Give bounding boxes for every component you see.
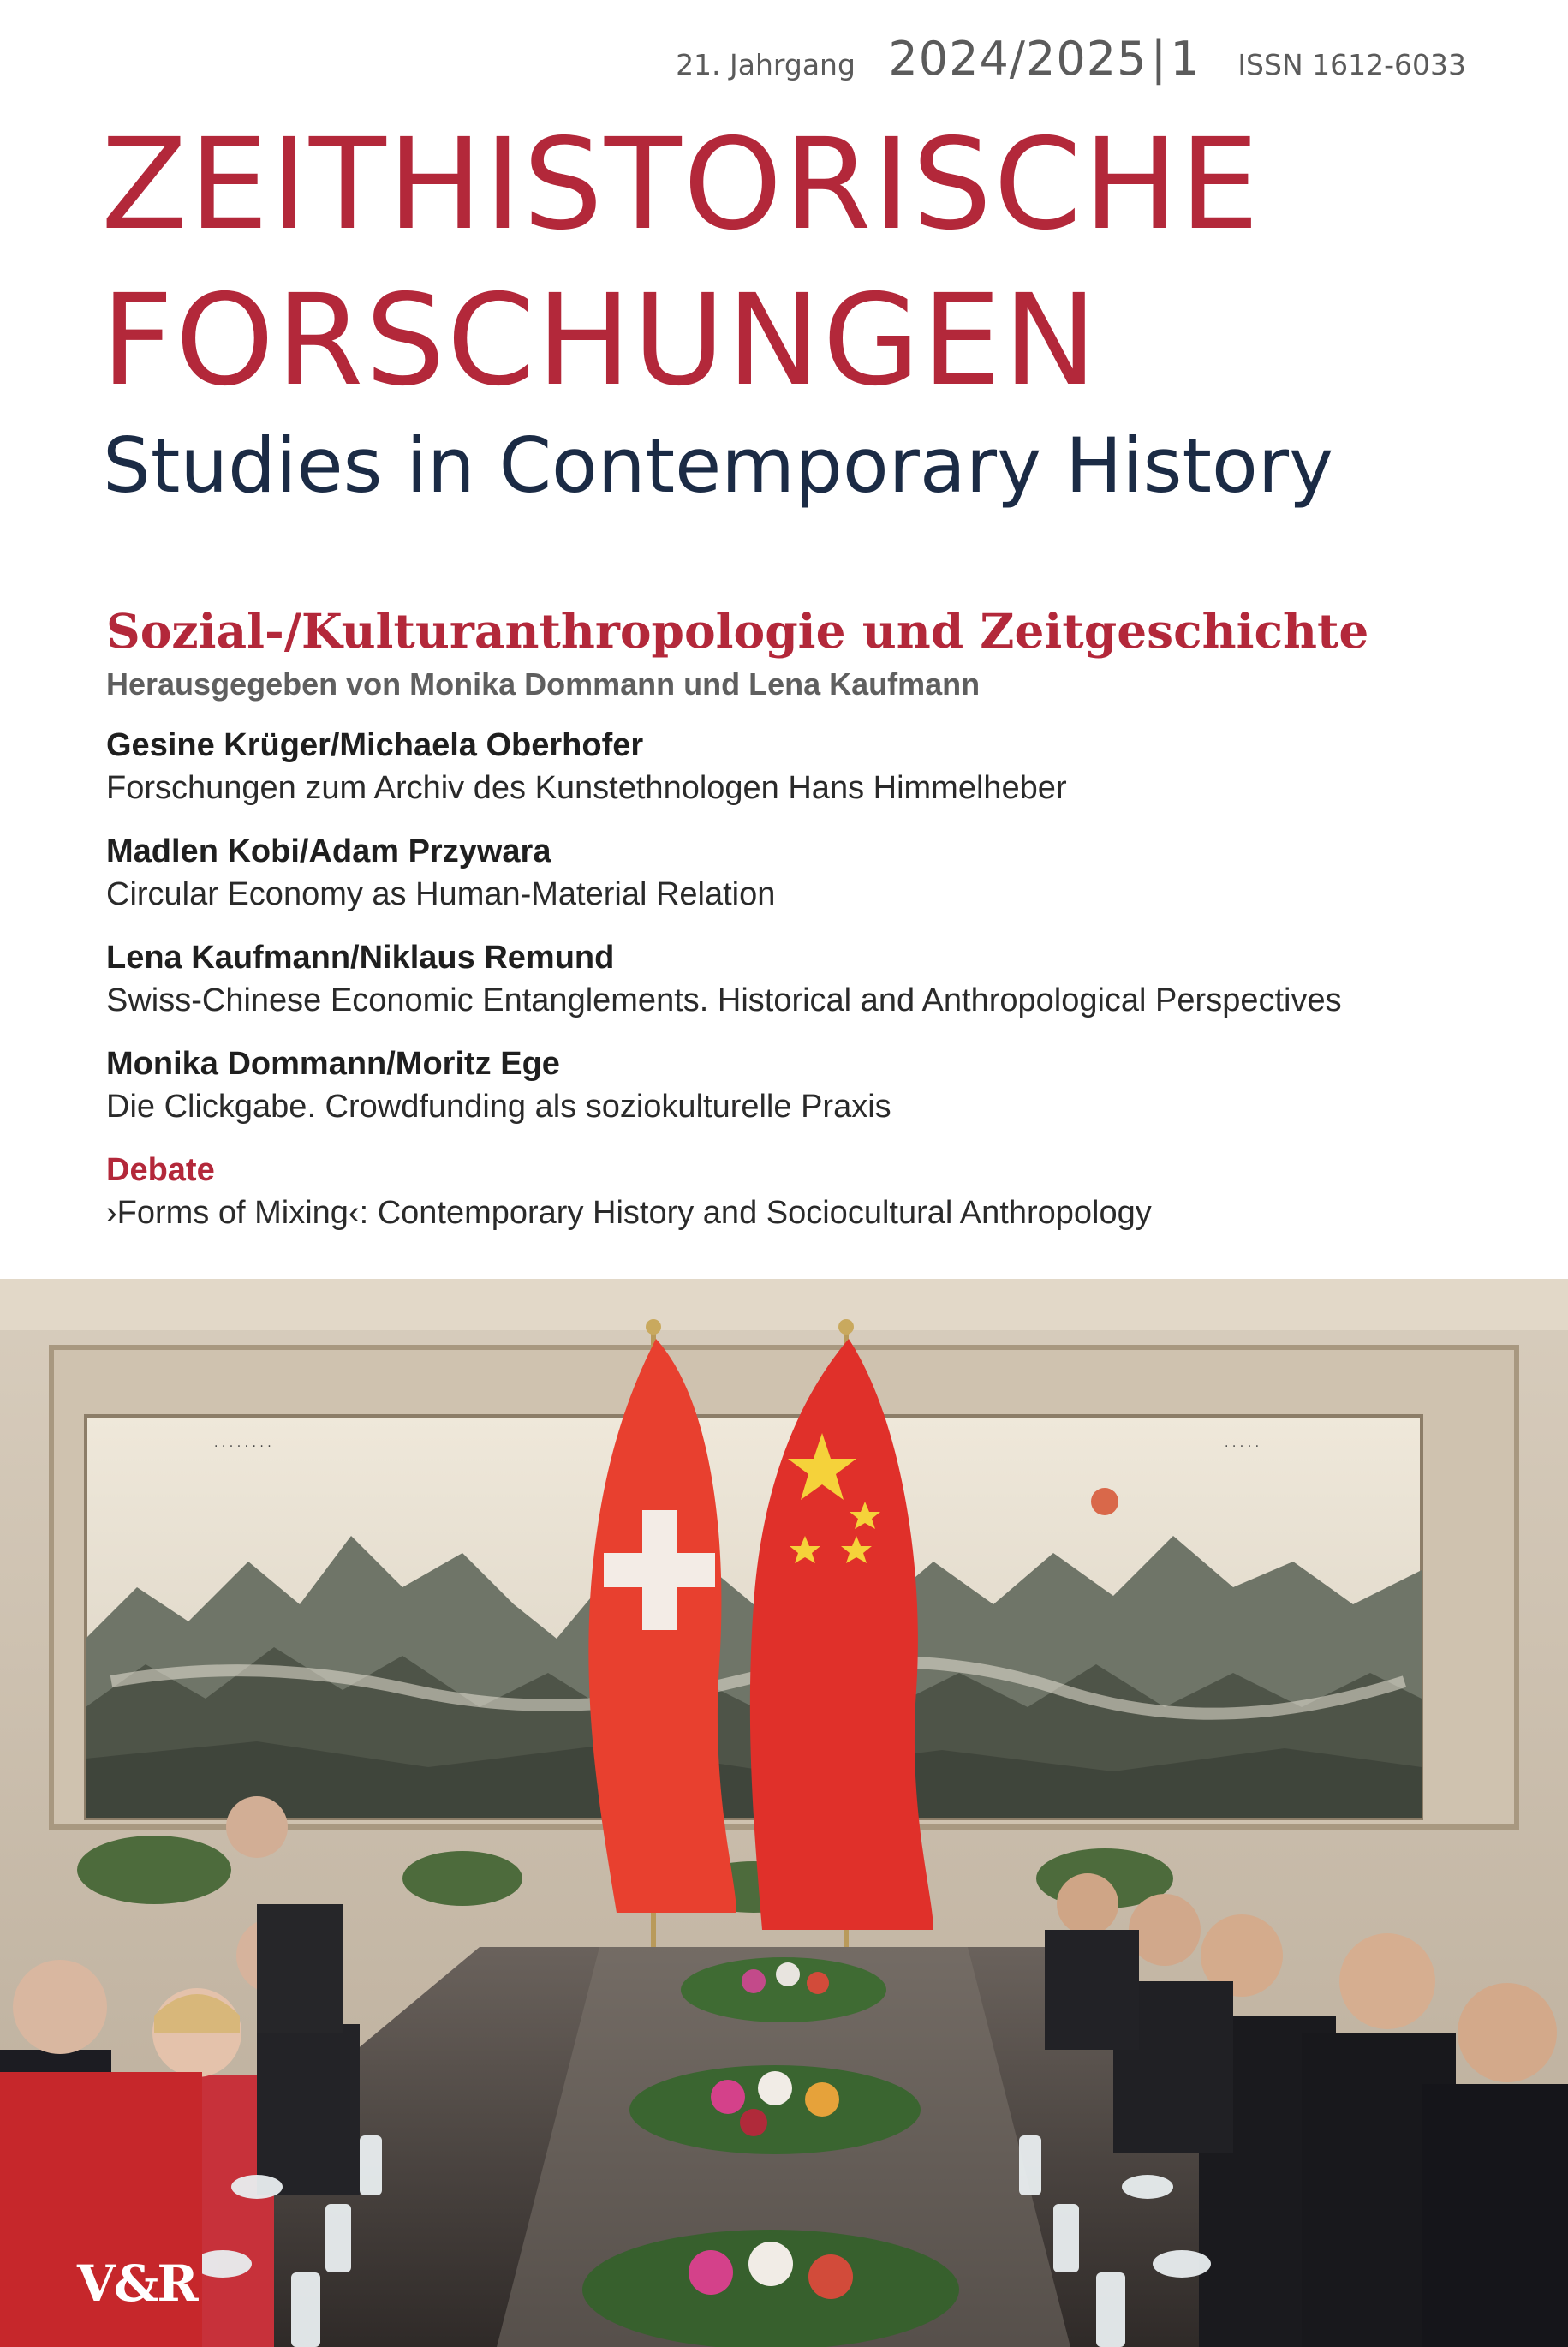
toc-title: Forschungen zum Archiv des Kunstethnologen Hans Himmelheber xyxy=(106,770,1067,806)
svg-text:· · · · ·: · · · · · xyxy=(1225,1440,1260,1454)
toc-title: Circular Economy as Human-Material Relation xyxy=(106,876,776,912)
cover-photo xyxy=(0,1279,1568,2347)
toc-authors: Madlen Kobi/Adam Przywara xyxy=(106,833,551,869)
toc-item xyxy=(106,725,1493,831)
svg-text:· · · · · · · ·: · · · · · · · · xyxy=(214,1440,271,1454)
toc-authors: Lena Kaufmann/Niklaus Remund xyxy=(106,940,615,976)
journal-subtitle: Studies in Contemporary History xyxy=(103,421,1334,510)
toc-section-label: Debate xyxy=(106,1152,215,1188)
table-of-contents xyxy=(106,725,1493,1256)
volume-label: 21. Jahrgang xyxy=(676,48,856,81)
issue-number: 1 xyxy=(1170,32,1200,86)
toc-item-debate xyxy=(106,1150,1493,1256)
issn-label: ISSN 1612-6033 xyxy=(1237,48,1466,81)
toc-title: ›Forms of Mixing‹: Contemporary History and Sociocultural Anthropology xyxy=(106,1195,1152,1231)
issue-line xyxy=(0,29,1466,87)
toc-authors: Gesine Krüger/Michaela Oberhofer xyxy=(106,727,644,763)
issue-year: 2024/2025 xyxy=(888,32,1148,86)
theme-title: Sozial-/Kulturanthropologie und Zeitgeschichte xyxy=(106,603,1369,659)
toc-item xyxy=(106,937,1493,1043)
toc-item xyxy=(106,831,1493,937)
toc-title: Swiss-Chinese Economic Entanglements. Historical and Anthropological Perspectives xyxy=(106,982,1342,1018)
publisher-logo: V&R xyxy=(77,2254,197,2313)
toc-title: Die Clickgabe. Crowdfunding als soziokulturelle Praxis xyxy=(106,1089,891,1125)
toc-authors: Monika Dommann/Moritz Ege xyxy=(106,1046,560,1082)
issue-separator: | xyxy=(1152,30,1166,86)
journal-title-line1: ZEITHISTORISCHE xyxy=(101,111,1261,258)
theme-editors: Herausgegeben von Monika Dommann und Lena Kaufmann xyxy=(106,666,981,702)
publisher-logo-box xyxy=(0,2072,202,2347)
journal-title-line2: FORSCHUNGEN xyxy=(101,267,1100,414)
toc-item xyxy=(106,1043,1493,1150)
